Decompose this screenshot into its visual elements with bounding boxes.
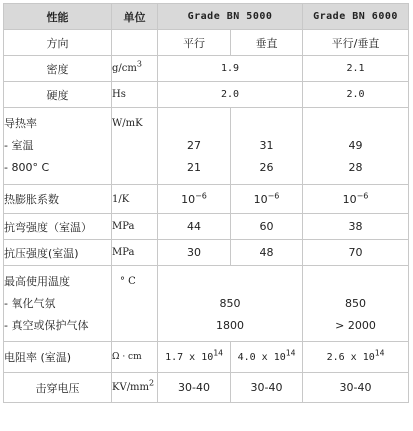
unit-expansion: 1/K	[112, 185, 158, 214]
row-thermal-conductivity	[4, 108, 409, 185]
row-density	[4, 56, 409, 82]
direction-5000-parallel: 平行	[158, 30, 231, 56]
label-breakdown: 击穿电压	[4, 373, 112, 403]
label-direction: 方向	[4, 30, 112, 56]
row-max-service-temperature	[4, 266, 409, 342]
hardness-6000: 2.0	[303, 82, 409, 108]
header-grade-5000: Grade BN 5000	[158, 4, 303, 30]
expansion-exp-c: −6	[356, 190, 369, 200]
resistivity-c-mantissa: 2.6 x 10	[326, 351, 375, 363]
thermal-title: 导热率	[4, 117, 37, 130]
unit-compressive: MPa	[112, 240, 158, 266]
compressive-6000: 70	[303, 240, 409, 266]
label-density: 密度	[4, 56, 112, 82]
maxtemp-oxid-5000: 850	[219, 296, 241, 310]
resistivity-c-exp: 14	[374, 348, 385, 358]
header-grade-6000: Grade BN 6000	[303, 4, 409, 30]
expansion-base-c: 10	[342, 192, 357, 206]
maxtemp-6000	[303, 266, 409, 342]
hardness-5000: 2.0	[158, 82, 303, 108]
compressive-5000-parallel: 30	[158, 240, 231, 266]
flexural-5000-perpendicular: 60	[231, 214, 303, 240]
maxtemp-5000	[158, 266, 303, 342]
thermal-room-5000-parallel: 27	[187, 139, 201, 152]
label-hardness: 硬度	[4, 82, 112, 108]
row-compressive-strength	[4, 240, 409, 266]
expansion-base-a: 10	[181, 192, 196, 206]
thermal-room-label: - 室温	[4, 139, 34, 152]
maxtemp-vac-5000: 1800	[216, 318, 244, 332]
resistivity-a-exp: 14	[213, 348, 223, 358]
breakdown-6000: 30-40	[303, 373, 409, 403]
flexural-5000-parallel: 44	[158, 214, 231, 240]
unit-breakdown	[112, 373, 158, 403]
resistivity-5000-perpendicular	[231, 342, 303, 373]
resistivity-a-mantissa: 1.7 x 10	[165, 351, 214, 363]
breakdown-5000-parallel: 30-40	[158, 373, 231, 403]
thermal-6000	[303, 108, 409, 185]
thermal-5000-parallel	[158, 108, 231, 185]
label-max-temp	[4, 266, 112, 342]
label-flexural: 抗弯强度（室温）	[4, 214, 112, 240]
label-compressive: 抗压强度(室温)	[4, 240, 112, 266]
unit-density-base: g/cm	[112, 63, 137, 74]
unit-flexural: MPa	[112, 214, 158, 240]
flexural-6000: 38	[303, 214, 409, 240]
bn-grade-spec-table	[3, 3, 409, 403]
row-flexural-strength	[4, 214, 409, 240]
maxtemp-oxid-label: - 氧化气氛	[4, 296, 56, 310]
thermal-hot-6000: 28	[348, 161, 363, 174]
direction-6000: 平行/垂直	[303, 30, 409, 56]
header-row	[4, 4, 409, 30]
header-property: 性能	[4, 4, 112, 30]
maxtemp-title: 最高使用温度	[4, 274, 70, 288]
resistivity-b-exp: 14	[285, 348, 296, 358]
expansion-exp-a: −6	[195, 190, 207, 200]
unit-breakdown-base: KV/mm	[112, 382, 150, 393]
unit-density	[112, 56, 158, 82]
unit-thermal	[112, 108, 158, 185]
label-resistivity: 电阻率 (室温)	[4, 342, 112, 373]
expansion-5000-parallel	[158, 185, 231, 214]
row-direction	[4, 30, 409, 56]
row-breakdown-voltage	[4, 373, 409, 403]
unit-density-exp: 3	[136, 59, 142, 69]
header-unit: 单位	[112, 4, 158, 30]
density-6000: 2.1	[303, 56, 409, 82]
maxtemp-vac-label: - 真空或保护气体	[4, 318, 89, 332]
breakdown-5000-perpendicular: 30-40	[231, 373, 303, 403]
thermal-hot-5000-parallel: 21	[187, 161, 201, 174]
thermal-hot-label: - 800° C	[4, 161, 50, 174]
maxtemp-vac-6000: > 2000	[335, 318, 376, 332]
resistivity-b-mantissa: 4.0 x 10	[237, 351, 286, 363]
row-thermal-expansion	[4, 185, 409, 214]
label-thermal-conductivity	[4, 108, 112, 185]
maxtemp-unit: ° C	[120, 275, 136, 287]
thermal-unit: W/mK	[112, 118, 143, 129]
resistivity-6000	[303, 342, 409, 373]
unit-direction	[112, 30, 158, 56]
thermal-room-6000: 49	[348, 139, 363, 152]
direction-5000-perpendicular: 垂直	[231, 30, 303, 56]
thermal-room-5000-perpendicular: 31	[259, 139, 274, 152]
unit-resistivity: Ω · cm	[112, 342, 158, 373]
label-thermal-expansion: 热膨胀系数	[4, 185, 112, 214]
expansion-5000-perpendicular	[231, 185, 303, 214]
maxtemp-oxid-6000: 850	[345, 296, 366, 310]
resistivity-5000-parallel	[158, 342, 231, 373]
thermal-5000-perpendicular	[231, 108, 303, 185]
expansion-exp-b: −6	[267, 190, 280, 200]
unit-breakdown-exp: 2	[149, 378, 155, 388]
expansion-6000	[303, 185, 409, 214]
compressive-5000-perpendicular: 48	[231, 240, 303, 266]
thermal-hot-5000-perpendicular: 26	[259, 161, 274, 174]
density-5000: 1.9	[158, 56, 303, 82]
unit-maxtemp	[112, 266, 158, 342]
row-hardness	[4, 82, 409, 108]
unit-hardness: Hs	[112, 82, 158, 108]
expansion-base-b: 10	[253, 192, 268, 206]
row-resistivity	[4, 342, 409, 373]
